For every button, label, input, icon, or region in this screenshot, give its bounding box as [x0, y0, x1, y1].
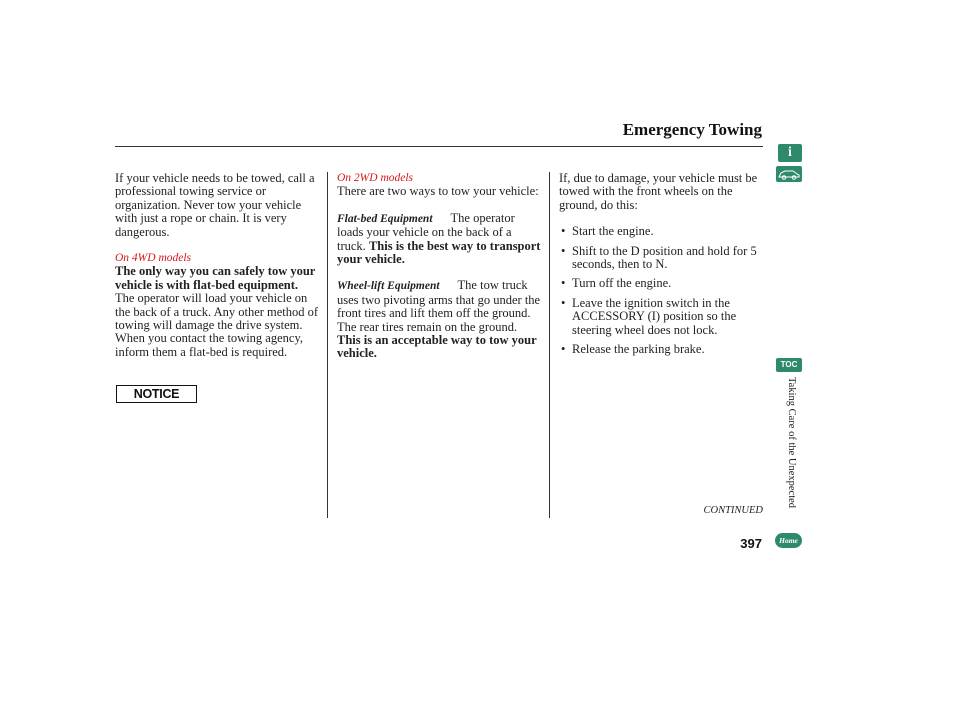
col1-model-label: On 4WD models: [115, 252, 192, 265]
col1-body-text: The operator will load your vehicle on the back of a truck. Any other method of towing will damage the drive system. When you contact the towing agency, inform them a flat-bed is required.: [115, 291, 319, 359]
list-item: • Start the engine.: [559, 225, 763, 238]
wheellift-heading: Wheel-lift Equipment: [337, 280, 440, 293]
col3-intro: If, due to damage, your vehicle must be towed with the front wheels on the ground, do this:: [559, 171, 758, 212]
col2-intro: There are two ways to tow your vehicle:: [337, 184, 539, 199]
section-label: Taking Care of the Unexpected: [786, 377, 797, 509]
column-2: [337, 172, 542, 361]
info-icon[interactable]: i: [778, 144, 802, 162]
list-item: • Turn off the engine.: [559, 277, 763, 290]
list-item: • Release the parking brake.: [559, 343, 763, 356]
wheellift-text: The tow truck uses two pivoting arms that go under the front tires and lift them off the ground. The rear tires remain on the ground.: [337, 278, 541, 334]
flatbed-bold: This is the best way to transport your vehicle.: [337, 238, 541, 267]
towing-steps-list: [559, 225, 763, 356]
title-rule: [115, 146, 763, 147]
column-divider-2: [549, 172, 550, 518]
page-title: Emergency Towing: [622, 120, 762, 139]
page-number: 397: [740, 536, 762, 551]
flatbed-text: The operator loads your vehicle on the back of a truck.: [337, 210, 515, 253]
list-item: • Shift to the D position and hold for 5 seconds, then to N.: [559, 245, 763, 272]
list-item: • Leave the ignition switch in the ACCESSORY (I) position so the steering wheel does not lock.: [559, 297, 763, 337]
vehicle-icon[interactable]: [776, 166, 802, 182]
col2-wheellift-paragraph: [337, 279, 542, 360]
flatbed-heading: Flat-bed Equipment: [337, 212, 433, 225]
car-outline-icon: [776, 166, 802, 182]
home-button[interactable]: Home: [775, 533, 802, 548]
col1-paragraph: [115, 265, 320, 359]
col1-intro: If your vehicle needs to be towed, call a professional towing service or organization. Never tow your vehicle with just a rope or chain. It is very dangerous.: [115, 171, 315, 239]
wheellift-bold: This is an acceptable way to tow your vehicle.: [337, 333, 537, 361]
col2-flatbed-paragraph: [337, 212, 542, 267]
toc-button[interactable]: TOC: [776, 358, 802, 372]
col1-bold-text: The only way you can safely tow your vehicle is with flat-bed equipment.: [115, 264, 316, 292]
column-divider-1: [327, 172, 328, 518]
column-1: [115, 172, 320, 359]
continued-label: CONTINUED: [703, 505, 763, 516]
col2-model-label: On 2WD models: [337, 172, 414, 184]
notice-label: NOTICE: [116, 385, 197, 403]
column-3: [559, 172, 763, 362]
